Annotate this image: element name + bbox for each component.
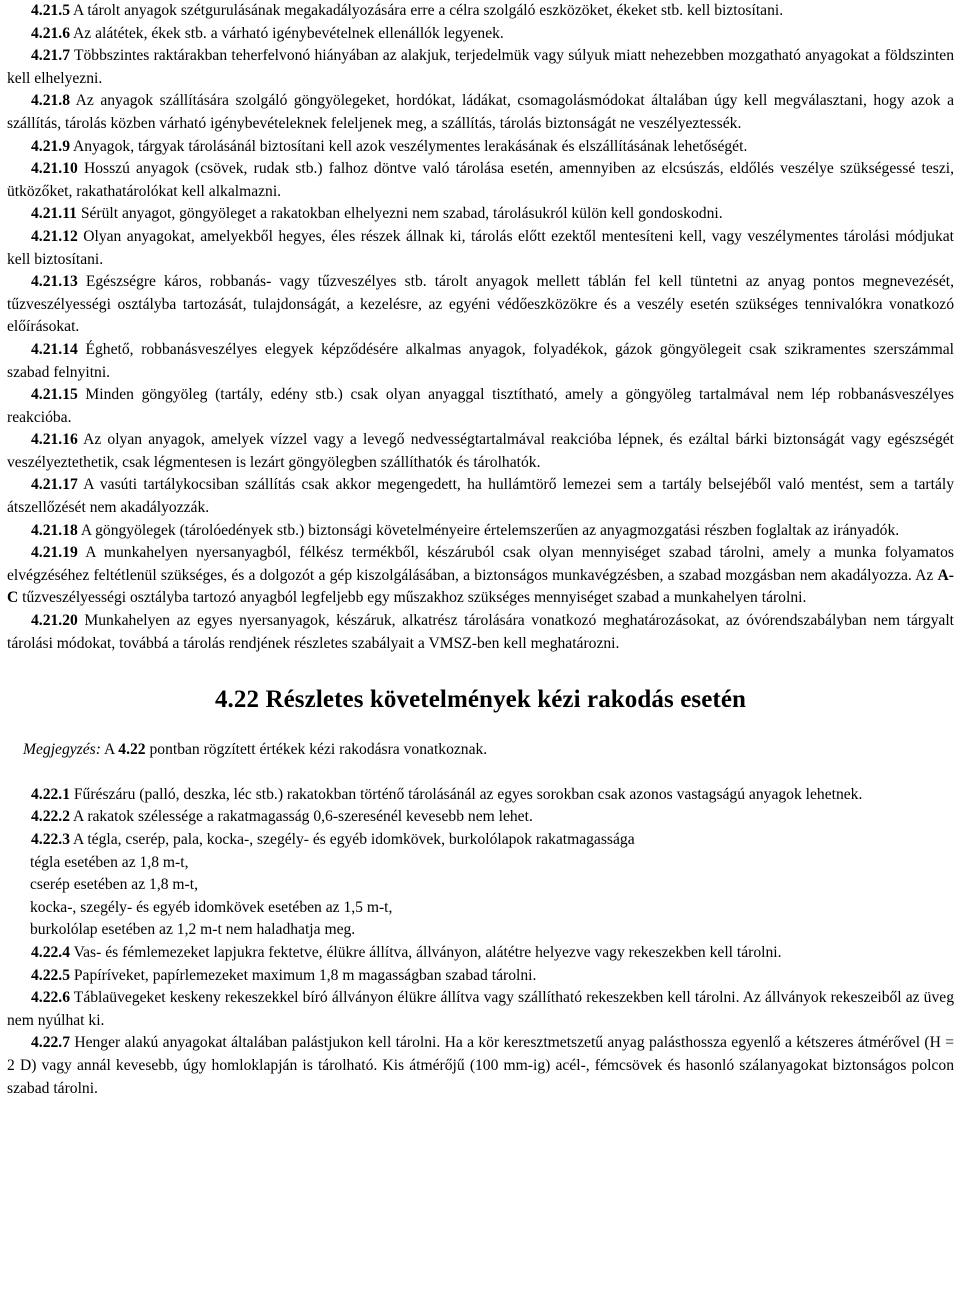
- paragraph-4-21-18: [7, 520, 954, 543]
- paragraph-number: 4.22.1: [31, 785, 70, 803]
- paragraph-4-21-6: [7, 23, 954, 46]
- paragraph-text: Sérült anyagot, göngyöleget a rakatokban elhelyezni nem szabad, tárolásukról külön kell gondoskodni.: [76, 205, 723, 223]
- paragraph-number: 4.21.12: [31, 227, 78, 245]
- paragraph-text: A tárolt anyagok szétgurulásának megakadályozására erre a célra szolgáló eszközöket, ékeket stb. kell biztosítani.: [69, 2, 784, 19]
- height-limit-line: burkolólap esetében az 1,2 m-t nem haladhatja meg.: [30, 921, 356, 939]
- paragraph-number: 4.21.14: [31, 340, 78, 358]
- paragraph-number: 4.22.7: [31, 1034, 70, 1052]
- paragraph-4-21-12: [7, 226, 954, 271]
- paragraph-4-22-5: [7, 965, 954, 988]
- paragraph-text: Hosszú anyagok (csövek, rudak stb.) falhoz döntve való tárolása esetén, amennyiben az elcsúszás, eldőlés veszélye szükségessé teszi, ütközőket, rakathatárolókat kell alkalmazni.: [7, 160, 954, 200]
- paragraph-text: Papíríveket, papírlemezeket maximum 1,8 m magasságban szabad tárolni.: [69, 966, 537, 984]
- paragraph-4-21-20: [7, 610, 954, 655]
- paragraph-4-21-7: [7, 45, 954, 90]
- note-text: A: [100, 741, 119, 759]
- height-limit-line: tégla esetében az 1,8 m-t,: [30, 853, 189, 871]
- paragraph-number: 4.21.8: [31, 92, 70, 110]
- paragraph-4-21-9: [7, 136, 954, 159]
- paragraph-text: Olyan anyagokat, amelyekből hegyes, éles részek állnak ki, tárolás előtt ezektől mentesíteni kell, vagy veszélymentes tárolási módjukat kell biztosítani.: [7, 227, 954, 268]
- paragraph-text: Egészségre káros, robbanás- vagy tűzveszélyes stb. tárolt anyagok mellett táblán fel kell tüntetni az anyag pontos megnevezését, tűzveszélyességi osztályba tartozását, tulajdonságát, a kezelésre, az egyéni védőeszközökre és a veszély esetén szükséges tennivalókra vonatkozó előírásokat.: [7, 273, 954, 336]
- paragraph-text: A göngyölegek (tárolóedények stb.) biztonsági követelményeire értelemszerűen az anyagmozgatási részben foglaltak az irányadók.: [77, 521, 900, 539]
- paragraph-text: Az alátétek, ékek stb. a várható igénybevételnek ellenállók legyenek.: [69, 24, 504, 42]
- paragraph-text: A tégla, cserép, pala, kocka-, szegély- és egyéb idomkövek, burkolólapok rakatmagassága: [69, 831, 635, 848]
- paragraph-text: Táblaüvegeket keskeny rekeszekkel bíró állványon élükre állítva vagy szállítható rekeszekben kell tárolni. Az állványok rekeszeiből az üveg nem nyúlhat ki.: [7, 989, 954, 1029]
- paragraph-4-21-10: [7, 158, 954, 203]
- paragraph-4-22-3: [7, 829, 954, 852]
- paragraph-4-21-15: [7, 384, 954, 429]
- paragraph-number: 4.21.19: [31, 544, 78, 562]
- paragraph-text: Vas- és fémlemezeket lapjukra fektetve, élükre állítva, állványon, alátétre helyezve vagy rekeszekben kell tárolni.: [69, 943, 782, 961]
- paragraph-4-21-19: [7, 542, 954, 610]
- paragraph-4-21-16: [7, 429, 954, 474]
- paragraph-text: A vasúti tartálykocsiban szállítás csak akkor megengedett, ha hullámtörő lemezei sem a tartály belsejéből való mentést, sem a tartály átszellőzését nem akadályozzák.: [7, 476, 954, 517]
- note: [7, 739, 954, 762]
- paragraph-4-22-7: [7, 1032, 954, 1100]
- paragraph-text: Anyagok, tárgyak tárolásánál biztosítani kell azok veszélymentes lerakásának és elszállításának lehetőségét.: [69, 137, 748, 155]
- note-label: Megjegyzés:: [23, 741, 101, 759]
- paragraph-4-21-13: [7, 271, 954, 339]
- paragraph-4-21-11: [7, 203, 954, 226]
- paragraph-text: Az olyan anyagok, amelyek vízzel vagy a levegő nedvességtartalmával reakcióba lépnek, és ezáltal bárki biztonságát vagy egészségét veszélyeztethetik, csak légmentesen is lezárt göngyölegben szállíthatók és tárolhatók.: [7, 431, 954, 471]
- paragraph-number: 4.21.20: [31, 612, 78, 630]
- paragraph-number: 4.21.7: [31, 47, 70, 65]
- section-4-21-paragraphs: [7, 0, 954, 542]
- paragraph-number: 4.21.9: [31, 137, 70, 155]
- paragraph-number: 4.22.3: [31, 831, 70, 848]
- paragraph-text: Henger alakú anyagokat általában palástjukon kell tárolni. Ha a kör keresztmetszetű anyag palásthossza egyenlő a kétszeres átmérővel (H = 2 D) vagy annál kevesebb, úgy homloklapján is tárolható. Kis átmérőjű (100 mm-ig) acél-, fémcsövek és hasonló szálanyagokat biztonságos polcon szabad tárolni.: [7, 1034, 954, 1097]
- paragraph-number: 4.22.4: [31, 943, 70, 961]
- paragraph-number: 4.21.6: [31, 24, 70, 42]
- fire-class-label: A-C: [7, 566, 954, 607]
- paragraph-number: 4.22.5: [31, 966, 70, 984]
- note-text: pontban rögzített értékek kézi rakodásra vonatkoznak.: [145, 741, 488, 759]
- paragraph-4-22-2: [7, 806, 954, 829]
- paragraph-text: Többszintes raktárakban teherfelvonó hiányában az alakjuk, terjedelmük vagy súlyuk miatt nehezebben mozgatható anyagokat a földszinten kell elhelyezni.: [7, 47, 954, 87]
- paragraph-4-21-5: [7, 0, 954, 23]
- paragraph-number: 4.21.13: [31, 273, 78, 291]
- height-limit-line: cserép esetében az 1,8 m-t,: [30, 876, 198, 894]
- paragraph-number: 4.21.15: [31, 386, 78, 404]
- paragraph-number: 4.21.16: [31, 431, 78, 449]
- paragraph-text: A munkahelyen nyersanyagból, félkész termékből, készáruból csak olyan mennyiséget szabad tárolni, amely a munka folyamatos elvégzéséhez feltétlenül szükséges, és a dolgozót a gép kiszolgálásában, a biztonságos munkavégzésben, a szabad mozgásban nem akadályozza. Az: [7, 544, 954, 584]
- paragraph-4-22-1: [7, 784, 954, 807]
- paragraph-4-22-4: [7, 942, 954, 965]
- paragraph-number: 4.22.2: [31, 808, 70, 826]
- height-limit-line: kocka-, szegély- és egyéb idomkövek esetében az 1,5 m-t,: [30, 898, 393, 916]
- note-reference: 4.22: [118, 741, 146, 759]
- paragraph-4-22-6: [7, 987, 954, 1032]
- paragraph-number: 4.21.10: [31, 160, 78, 178]
- section-title: 4.22 Részletes követelmények kézi rakodás esetén: [214, 686, 747, 714]
- paragraph-number: 4.21.18: [31, 521, 78, 539]
- paragraph-number: 4.21.11: [31, 205, 77, 223]
- paragraph-number: 4.21.17: [31, 476, 78, 494]
- paragraph-text: Minden göngyöleg (tartály, edény stb.) csak olyan anyaggal tisztítható, amely a göngyöleg tartalmával nem lép robbanásveszélyes reakcióba.: [7, 386, 954, 426]
- paragraph-number: 4.22.6: [31, 989, 70, 1007]
- paragraph-text: tűzveszélyességi osztályba tartozó anyagból legfeljebb egy műszakhoz szükséges mennyiséget szabad a munkahelyen tárolni.: [18, 589, 807, 607]
- paragraph-4-21-17: [7, 474, 954, 519]
- paragraph-text: Fűrészáru (palló, deszka, léc stb.) rakatokban történő tárolásánál az egyes sorokban csak azonos vastagságú anyagok lehetnek.: [69, 785, 863, 803]
- paragraph-number: 4.21.5: [31, 2, 70, 19]
- paragraph-text: Az anyagok szállítására szolgáló göngyölegeket, hordókat, ládákat, csomagolásmódokat általában úgy kell megválasztani, hogy azok a szállítás, tárolás közben várható igénybevételeknek feleljenek meg, a szállítás, tárolás biztonságát ne veszélyeztessék.: [7, 92, 954, 132]
- paragraph-4-21-14: [7, 339, 954, 384]
- paragraph-4-21-8: [7, 90, 954, 135]
- paragraph-text: A rakatok szélessége a rakatmagasság 0,6-szeresénél kevesebb nem lehet.: [69, 808, 533, 826]
- paragraph-text: Munkahelyen az egyes nyersanyagok, készáruk, alkatrész tárolására vonatkozó meghatározásokat, az óvórendszabályban nem tárgyalt tárolási módokat, továbbá a tárolás rendjének részletes szabályait a VMSZ-ben kell meghatározni.: [7, 612, 954, 652]
- paragraph-text: Éghető, robbanásveszélyes elegyek képződésére alkalmas anyagok, folyadékok, gázok göngyölegeit csak szikramentes szerszámmal szabad felnyitni.: [7, 340, 954, 381]
